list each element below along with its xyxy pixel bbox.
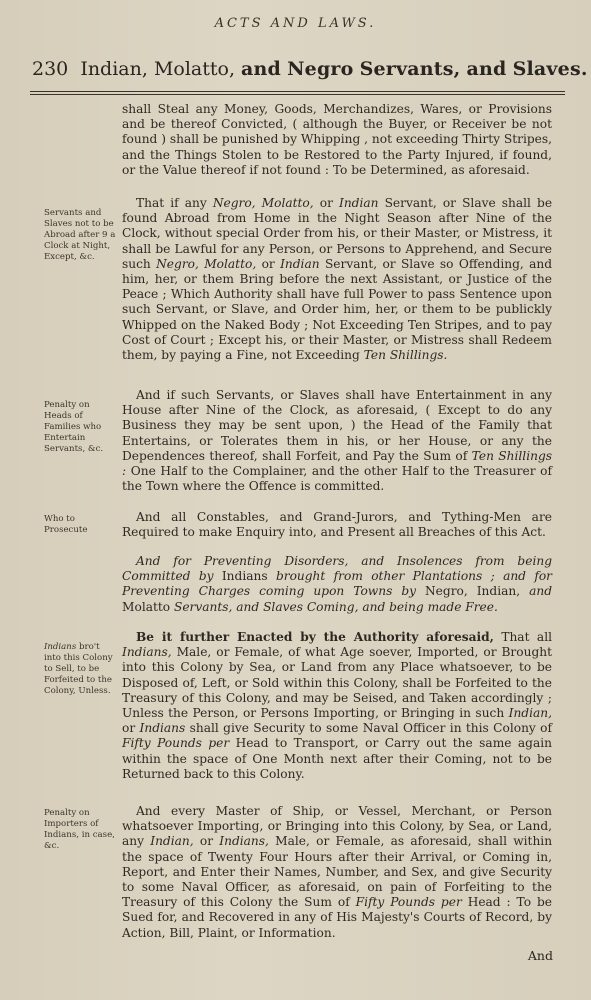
running-head: ACTS AND LAWS.: [214, 16, 377, 31]
paragraph-3: And if such Servants, or Slaves shall have Entertainment in any House after Nine of the Clock, as aforesaid, ( Except to do any Business they may be sent upon, ) the Head of the Family that Entertains, or Tolerates them in his, or her House, or any the Dependences thereof, shall Forfeit, and Pay the Sum of Ten Shillings : One Half to the Complainer, and the other Half to the Treasurer of the Town where the Offence is committed.: [122, 388, 553, 494]
margin-note-4: Indians bro't into this Colony to Sell, to be Forfeited to the Colony, Unless.: [44, 642, 113, 696]
title-part-4: Servants,: [359, 58, 461, 80]
paragraph-1: shall Steal any Money, Goods, Merchandizes, Wares, or Provisions and be thereof Convicted, ( although the Buyer, or Receiver be not found ) shall be punished by Whipping , not exceeding Thirty Stripes, and the Things Stolen to be Restored to the Party Injured, if found, or the Value thereof if not found : To be Determined, as aforesaid.: [122, 102, 552, 177]
catchword: And: [527, 948, 553, 963]
paragraph-2: That if any Negro, Molatto, or Indian Servant, or Slave shall be found Abroad from Home in the Night Season after Nine of the Clock, without special Order from his, or their Master, or Mistress, it shall be Lawful for any Person, or Persons to Apprehend, and Secure such Negro, Molatto, or Indian Servant, or Slave so Offending, and him, her, or them Bring before the next Assistant, or Justice of the Peace ; Which Authority shall have full Power to pass Sentence upon such Servant, or Slave, and Order him, her, or them to be publickly Whipped on the Naked Body ; Not Exceeding Ten Stripes, and to pay Cost of Court ; Except his, or their Master, or Mistress shall Redeem them, by paying a Fine, not Exceeding Ten Shillings.: [122, 196, 553, 363]
page-title: [32, 58, 588, 80]
margin-note-1: Servants and Slaves not to be Abroad after 9 a Clock at Night, Except, &c.: [44, 208, 116, 262]
title-part-5: and: [466, 58, 507, 80]
title-rule-top: [30, 91, 565, 92]
title-part-6: Slaves.: [512, 58, 588, 80]
margin-note-3: Who to Prosecute: [44, 514, 88, 535]
paragraph-7: And every Master of Ship, or Vessel, Merchant, or Person whatsoever Importing, or Bringing into this Colony, by Sea, or Land, any Indian, or Indians, Male, or Female, as aforesaid, shall within the space of Twenty Four Hours after their Arrival, or Coming in, Report, and Enter their Names, Number, and Sex, and give Security to some Naval Officer, as aforesaid, on pain of Forfeiting to the Treasury of this Colony the Sum of Fifty Pounds per Head : To be Sued for, and Recovered in any of His Majesty's Courts of Record, by Action, Bill, Plaint, or Information.: [122, 804, 553, 940]
paragraph-6: Be it further Enacted by the Authority aforesaid, That all Indians, Male, or Female, of what Age soever, Imported, or Brought into this Colony by Sea, or Land from any Place whatsoever, to be Disposed of, Left, or Sold within this Colony, shall be Forfeited to the Treasury of this Colony, and may be Seised, and Taken accordingly ; Unless the Person, or Persons Importing, or Bringing in such Indian, or Indians shall give Security to some Naval Officer in this Colony of Fifty Pounds per Head to Transport, or Carry out the same again within the space of One Month next after their Coming, not to be Returned back to this Colony.: [122, 630, 553, 781]
title-part-3: Negro: [287, 58, 354, 80]
margin-note-5: Penalty on Importers of Indians, in case, &c.: [44, 808, 115, 851]
title-part-2: and: [241, 58, 282, 80]
page-number: 230: [32, 58, 69, 80]
paragraph-4: And all Constables, and Grand-Jurors, and Tything-Men are Required to make Enquiry into, and Present all Breaches of this Act.: [122, 510, 552, 540]
paragraph-5: And for Preventing Disorders, and Insolences from being Committed by Indians brought from other Plantations ; and for Preventing Charges coming upon Towns by Negro, Indian, and Molatto Servants, and Slaves Coming, and being made Free.: [122, 554, 553, 614]
title-rule-bottom: [30, 94, 565, 95]
title-part-1: Indian, Molatto,: [80, 58, 235, 80]
margin-note-2: Penalty on Heads of Families who Entertain Servants, &c.: [44, 400, 104, 454]
